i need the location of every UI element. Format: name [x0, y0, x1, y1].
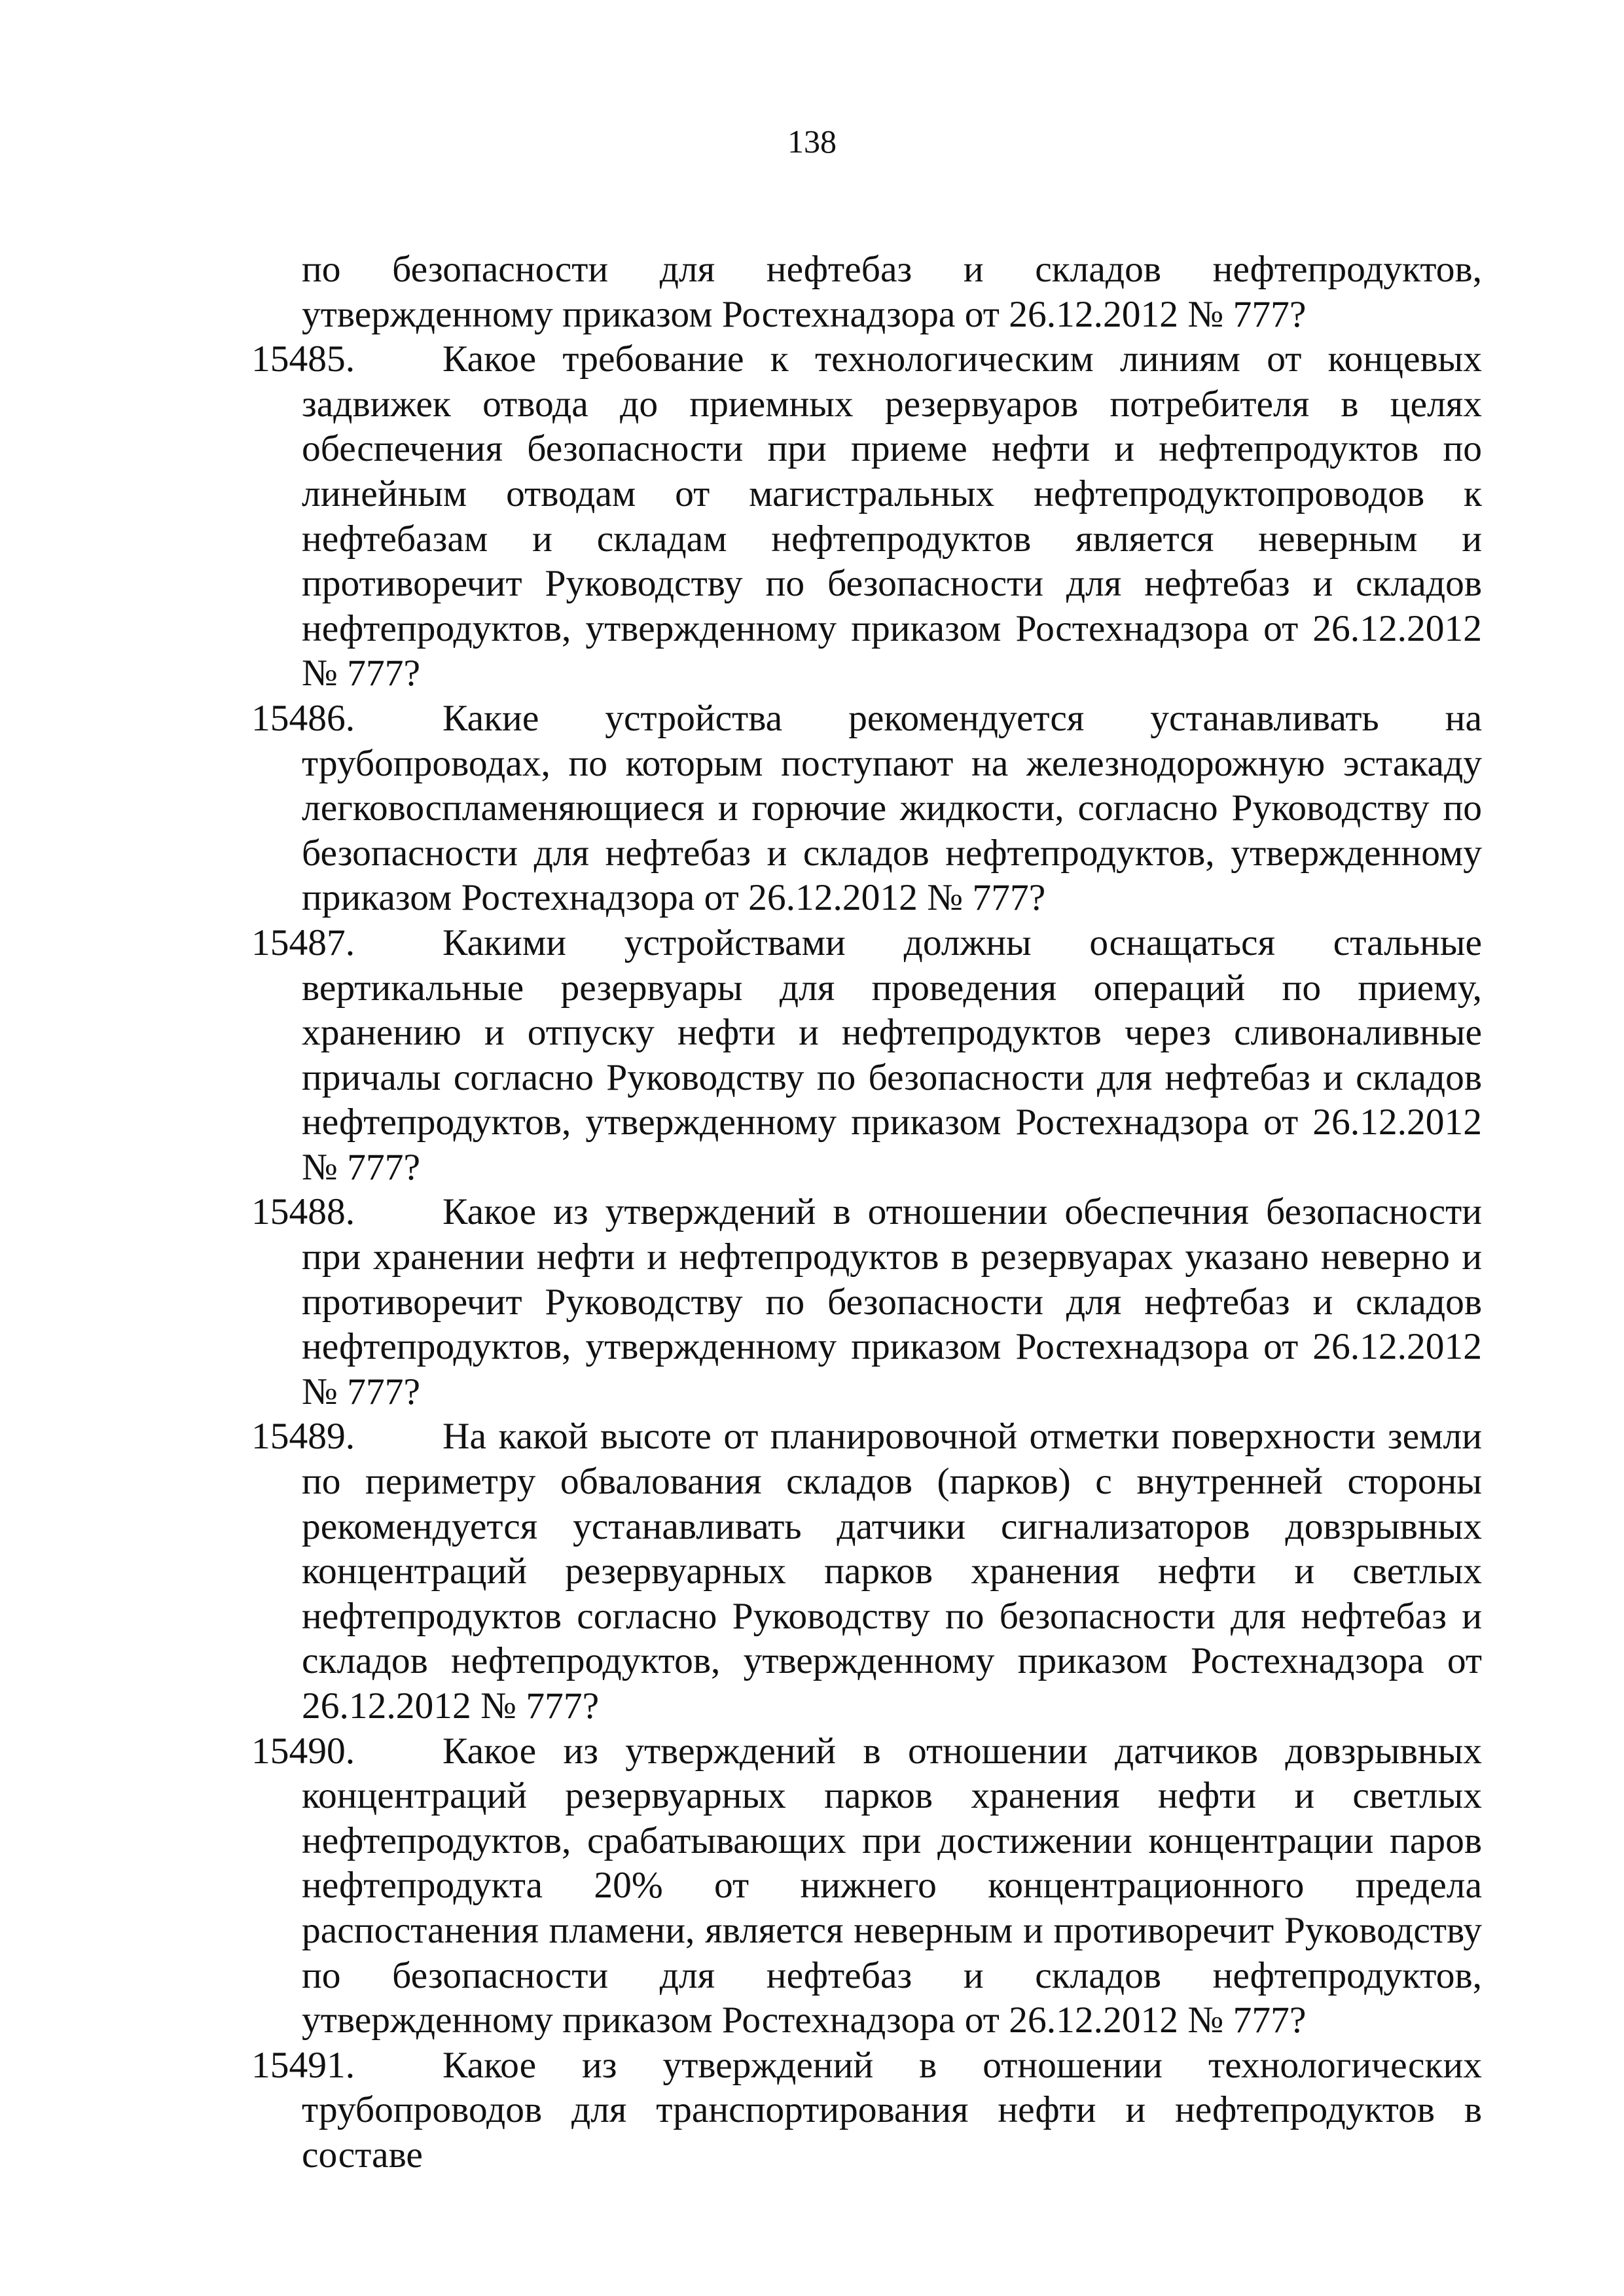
question-number: 15490.: [251, 1730, 355, 1772]
question-item: [251, 921, 1482, 1191]
document-body: [251, 247, 1482, 2178]
question-text: Какие устройства рекомендуется устанавливать на трубопроводах, по которым поступают на железнодорожную эстакаду легковоспламеняющиеся и горючие жидкости, согласно Руководству по безопасности для нефтебаз и складов нефтепродуктов, утвержденному приказом Ростехнадзора от 26.12.2012 № 777?: [302, 697, 1482, 919]
question-item: [251, 1190, 1482, 1414]
question-item: [251, 2043, 1482, 2178]
question-number: 15487.: [251, 922, 355, 963]
question-number: 15491.: [251, 2044, 355, 2086]
question-text: Какое из утверждений в отношении обеспечния безопасности при хранении нефти и нефтепродуктов в резервуарах указано неверно и противоречит Руководству по безопасности для нефтебаз и складов нефтепродуктов, утвержденному приказом Ростехнадзора от 26.12.2012 № 777?: [302, 1191, 1482, 1412]
question-text: Какое требование к технологическим линиям от концевых задвижек отвода до приемных резервуаров потребителя в целях обеспечения безопасности при приеме нефти и нефтепродуктов по линейным отводам от магистральных нефтепродуктопроводов к нефтебазам и складам нефтепродуктов является неверным и противоречит Руководству по безопасности для нефтебаз и складов нефтепродуктов, утвержденному приказом Ростехнадзора от 26.12.2012 № 777?: [302, 338, 1482, 694]
question-text: Какое из утверждений в отношении технологических трубопроводов для транспортирования нефти и нефтепродуктов в составе: [302, 2044, 1482, 2176]
question-item: [251, 337, 1482, 696]
question-text: На какой высоте от планировочной отметки поверхности земли по периметру обвалования складов (парков) с внутренней стороны рекомендуется устанавливать датчики сигнализаторов довзрывных концентраций резервуарных парков хранения нефти и светлых нефтепродуктов согласно Руководству по безопасности для нефтебаз и складов нефтепродуктов, утвержденному приказом Ростехнадзора от 26.12.2012 № 777?: [302, 1416, 1482, 1727]
question-number: 15489.: [251, 1416, 355, 1458]
question-text: Какими устройствами должны оснащаться стальные вертикальные резервуары для проведения операций по приему, хранению и отпуску нефти и нефтепродуктов через сливоналивные причалы согласно Руководству по безопасности для нефтебаз и складов нефтепродуктов, утвержденному приказом Ростехнадзора от 26.12.2012 № 777?: [302, 922, 1482, 1188]
page-number: 138: [787, 123, 837, 160]
question-number: 15486.: [251, 697, 355, 739]
question-number: 15485.: [251, 338, 355, 380]
question-text: Какое из утверждений в отношении датчиков довзрывных концентраций резервуарных парков хранения нефти и светлых нефтепродуктов, срабатывающих при достижении концентрации паров нефтепродукта 20% от нижнего концентрационного предела распостанения пламени, является неверным и противоречит Руководству по безопасности для нефтебаз и складов нефтепродуктов, утвержденному приказом Ростехнадзора от 26.12.2012 № 777?: [302, 1730, 1482, 2041]
question-item: [251, 696, 1482, 921]
question-number: 15488.: [251, 1191, 355, 1233]
question-item: [251, 1414, 1482, 1729]
continuation-paragraph: по безопасности для нефтебаз и складов нефтепродуктов, утвержденному приказом Ростехнадзора от 26.12.2012 № 777?: [302, 249, 1482, 335]
question-item: [251, 1729, 1482, 2043]
